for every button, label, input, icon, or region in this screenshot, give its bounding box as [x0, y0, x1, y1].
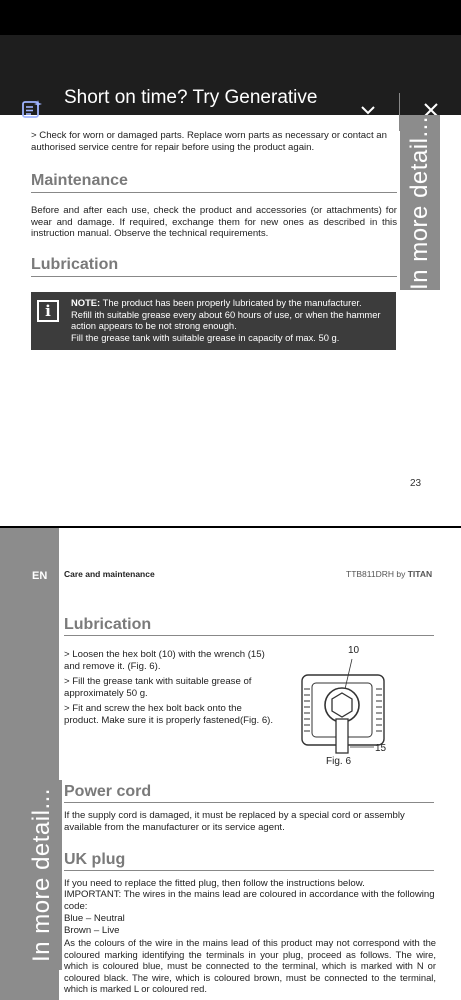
page-divider [0, 526, 461, 528]
check-parts-text: > Check for worn or damaged parts. Replace worn parts as necessary or contact an authorised service centre for repair before using the product again. [31, 130, 387, 153]
note-box [31, 292, 396, 350]
uk-plug-heading: UK plug [64, 851, 126, 868]
fig-label-10: 10 [348, 645, 360, 656]
generative-ai-icon [21, 99, 43, 126]
power-cord-heading: Power cord [64, 783, 152, 800]
fig-label-15: 15 [375, 743, 387, 754]
uk-plug-line-3: Blue – Neutral [64, 913, 125, 924]
model-header [346, 569, 432, 579]
model-prefix: TTB811DRH by [346, 569, 408, 579]
chevron-down-icon[interactable] [359, 101, 377, 124]
side-tab-right [400, 115, 440, 290]
uk-plug-line-2: IMPORTANT: The wires in the mains lead are coloured in accordance with the following code: [64, 889, 435, 912]
lubrication-step-2: > Fill the grease tank with suitable grease of approximately 50 g. [64, 676, 252, 699]
banner-title[interactable]: Short on time? Try Generative summary [64, 87, 318, 134]
note-line-2: Refill ith suitable grease every about 60 hours of use, or when the hammer action appears to be not strong enough. [71, 308, 381, 332]
power-cord-text: If the supply cord is damaged, it must be replaced by a special cord or assembly available from the manufacturer or its service agent. [64, 810, 405, 833]
lubrication-rule-2 [64, 635, 434, 636]
maintenance-rule [31, 192, 397, 193]
lubrication-step-1: > Loosen the hex bolt (10) with the wrench (15) and remove it. (Fig. 6). [64, 649, 265, 672]
language-badge: EN [32, 570, 48, 582]
maintenance-heading: Maintenance [31, 172, 128, 189]
uk-plug-line-4: Brown – Live [64, 925, 120, 936]
note-label: NOTE: [71, 297, 101, 308]
uk-plug-line-1: If you need to replace the fitted plug, then follow the instructions below. [64, 878, 365, 889]
lubrication-step-3: > Fit and screw the hex bolt back onto the product. Make sure it is properly fastened(Fig. 6). [64, 703, 274, 726]
info-icon: i [37, 300, 59, 322]
lubrication-heading-2: Lubrication [64, 616, 152, 633]
fig-caption: Fig. 6 [326, 756, 352, 767]
uk-plug-rule [64, 870, 434, 871]
lubrication-heading: Lubrication [31, 256, 119, 273]
uk-plug-line-5: As the colours of the wire in the mains lead of this product may not correspond with the coloured marking identifying the terminals in your plug, proceed as follows. The wire, which is coloured blue, must be connected to the terminal, which is marked with N or coloured black. The wire, which is coloured brown, must be connected to the terminal, which is marked L or coloured red. [64, 937, 436, 994]
generative-summary-banner[interactable] [0, 35, 461, 134]
side-tab-label: In more detail... [406, 115, 433, 290]
brand-name: TITAN [407, 569, 433, 579]
maintenance-text: Before and after each use, check the product and accessories (or attachments) for wear and damage. If required, exchange them for new ones as described in this instruction manual. Observe the technical requirements. [31, 205, 397, 239]
side-tab-left [22, 780, 62, 970]
page-number: 23 [410, 478, 422, 489]
power-cord-rule [64, 802, 434, 803]
note-line-3: Fill the grease tank with suitable grease in capacity of max. 50 g. [71, 331, 340, 343]
side-tab-label-2: In more detail... [28, 788, 55, 962]
section-header: Care and maintenance [64, 569, 155, 579]
note-line-1: The product has been properly lubricated by the manufacturer. [102, 297, 362, 308]
note-text [71, 297, 391, 343]
status-bar [0, 0, 461, 35]
lubrication-rule [31, 276, 397, 277]
